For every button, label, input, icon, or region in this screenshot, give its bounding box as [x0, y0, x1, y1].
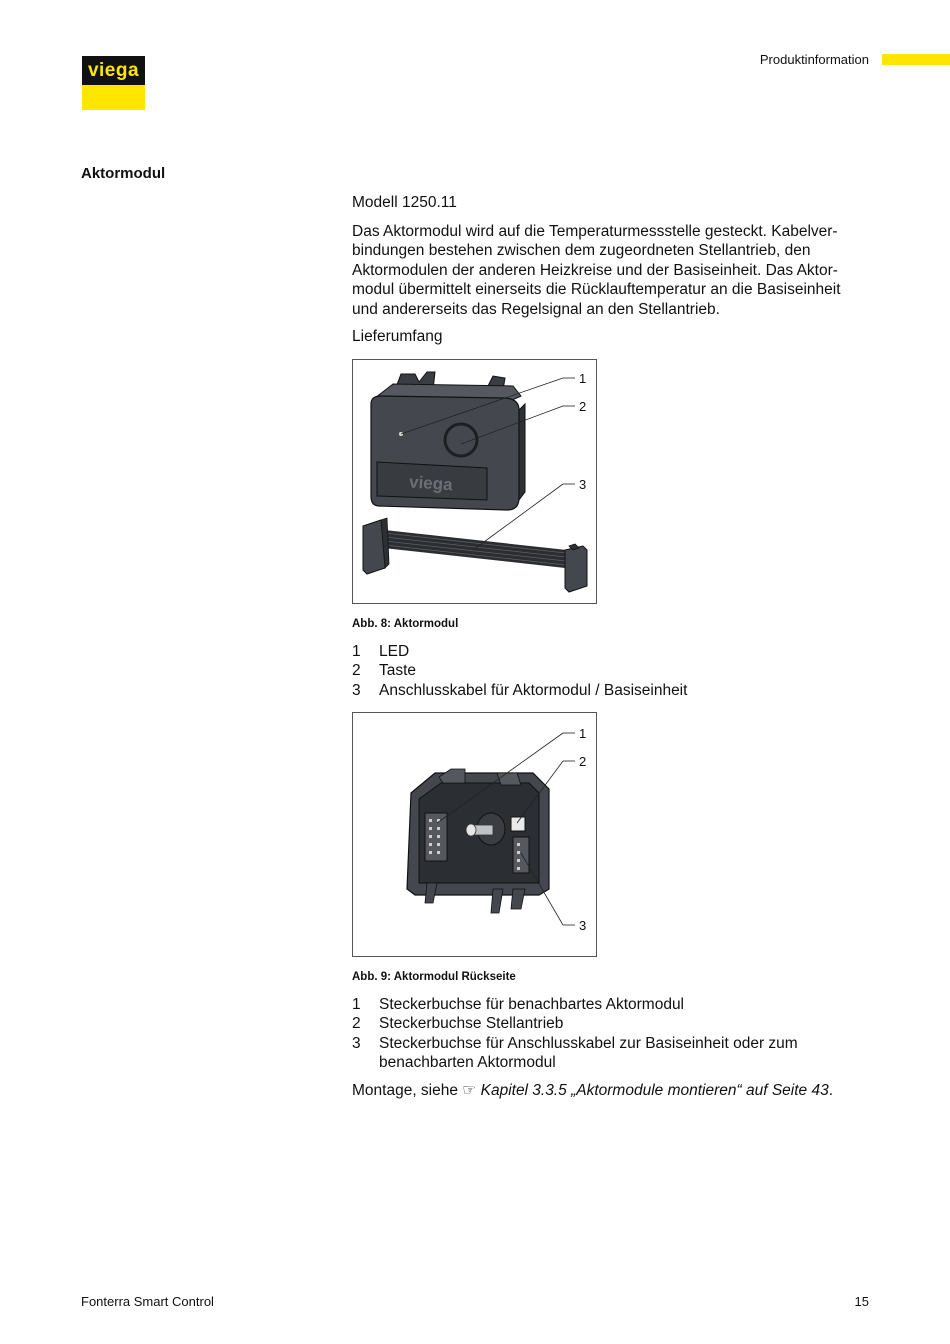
figure-caption: Abb. 9: Aktormodul Rückseite	[352, 971, 516, 983]
header-section-label: Produktinformation	[759, 52, 869, 67]
list-text: Steckerbuchse Stellantrieb	[379, 1015, 564, 1033]
model-title: Modell 1250.11	[352, 194, 457, 211]
actuator-module-back-illustration	[353, 713, 596, 956]
list-text: LED	[379, 643, 410, 660]
list-number: 1	[352, 643, 361, 660]
list-number: 2	[352, 1015, 361, 1033]
montage-suffix: .	[828, 1082, 834, 1099]
description-line: bindungen bestehen zwischen dem zugeordneten Stellantrieb, den	[352, 242, 811, 260]
figure-caption: Abb. 8: Aktormodul	[352, 618, 459, 630]
list-number: 2	[352, 662, 361, 680]
header-accent-bar	[882, 54, 950, 65]
callout-3: 3	[579, 918, 587, 933]
callout-3: 3	[579, 477, 587, 492]
description-line: modul übermittelt einerseits die Rücklauftemperatur an die Basiseinheit	[352, 281, 841, 299]
list-text: Steckerbuchse für Anschlusskabel zur Basiseinheit oder zum benachbarten Aktormodul	[379, 1034, 798, 1072]
callout-2: 2	[579, 754, 587, 769]
list-text: Steckerbuchse für benachbartes Aktormodul	[379, 996, 685, 1013]
montage-reference	[352, 1081, 833, 1100]
footer-document-title: Fonterra Smart Control	[81, 1294, 214, 1309]
montage-prefix: Montage, siehe	[352, 1082, 463, 1099]
callout-1: 1	[579, 726, 587, 741]
chapter-link[interactable]: Kapitel 3.3.5 „Aktormodule montieren“ auf Seite 43	[480, 1082, 829, 1099]
list-item	[352, 1014, 872, 1033]
list-number: 3	[352, 1034, 361, 1052]
list-item	[352, 661, 872, 680]
description-paragraph	[352, 222, 872, 319]
list-number: 3	[352, 681, 361, 699]
viega-logo	[82, 56, 145, 110]
list-text: Anschlusskabel für Aktormodul / Basiseinheit	[379, 681, 688, 699]
actuator-module-illustration	[353, 360, 596, 603]
callout-2: 2	[579, 399, 587, 414]
footer-page-number: 15	[854, 1294, 869, 1309]
figure-actuator-module-back	[352, 712, 597, 957]
logo-text: viega	[82, 56, 145, 85]
list-item	[352, 995, 872, 1014]
list-item	[352, 1034, 872, 1073]
figure1-legend-list	[352, 642, 872, 700]
section-title: Aktormodul	[81, 165, 166, 182]
callout-1: 1	[579, 371, 587, 386]
scope-label: Lieferumfang	[352, 328, 443, 345]
figure-actuator-module	[352, 359, 597, 604]
list-number: 1	[352, 996, 361, 1013]
module-brand-text: viega	[408, 472, 454, 495]
figure2-legend-list	[352, 995, 872, 1073]
description-line: Das Aktormodul wird auf die Temperaturmessstelle gesteckt. Kabelver-	[352, 223, 838, 240]
list-item	[352, 642, 872, 661]
description-line: und andererseits das Regelsignal an den Stellantrieb.	[352, 300, 720, 318]
logo-yellow-block	[82, 85, 145, 110]
list-text: Taste	[379, 662, 417, 680]
pointing-hand-icon: ☞	[462, 1082, 477, 1099]
description-line: Aktormodulen der anderen Heizkreise und der Basiseinheit. Das Aktor-	[352, 261, 838, 279]
list-item	[352, 681, 872, 700]
